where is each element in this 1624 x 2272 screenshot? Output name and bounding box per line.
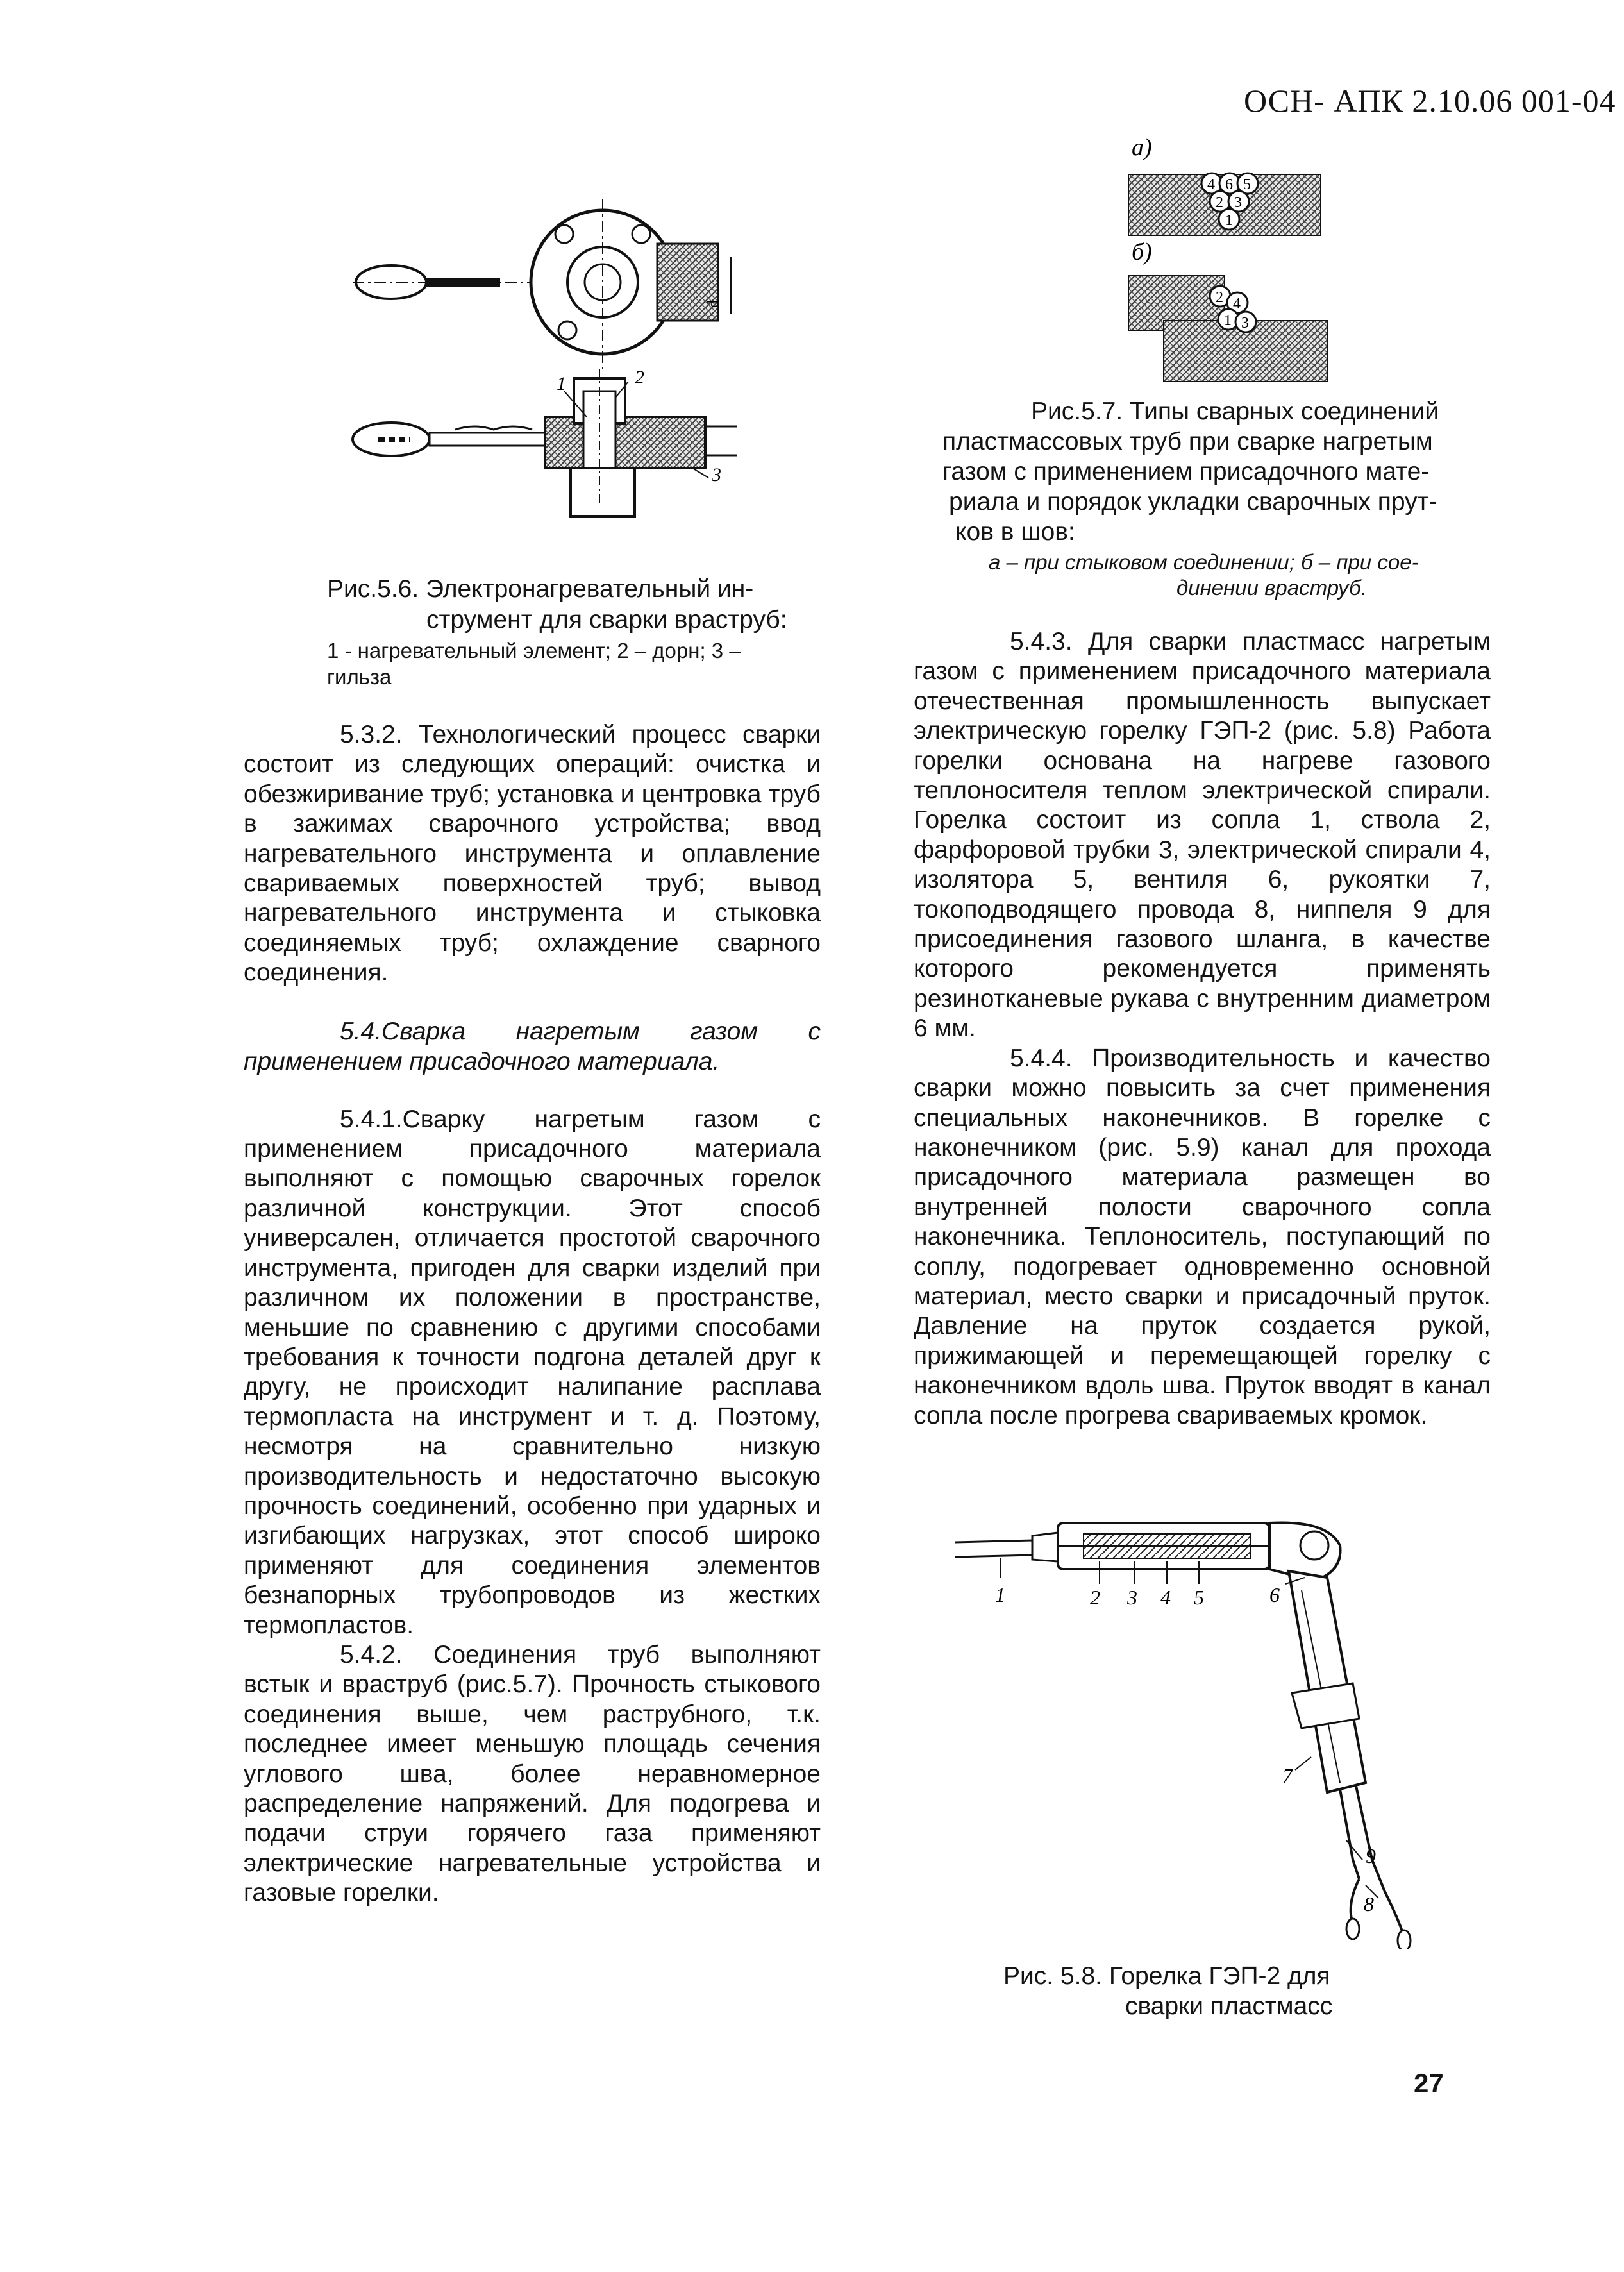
- fig-5-7-caption-line: ков в шов:: [955, 518, 1075, 546]
- fig-5-7-label-b: б): [1132, 239, 1152, 265]
- svg-text:d: d: [705, 300, 722, 308]
- fig-5-8-mark: 1: [995, 1583, 1005, 1606]
- fig-5-7-rod-number: 1: [1225, 212, 1233, 229]
- page-number: 27: [1414, 2068, 1444, 2098]
- fig-5-8-mark: 5: [1194, 1586, 1204, 1609]
- fig-5-8-mark: 4: [1160, 1586, 1171, 1609]
- fig-5-6-caption-line: струмент для сварки враструб:: [426, 606, 787, 634]
- paragraph-5-4-4: 5.4.4. Производительность и качество сварки можно повысить за счет применения специальных наконечников. В горелке с наконечником (рис. 5.9) канал для прохода присадочного материала размещен во внутренней полости сварочного сопла наконечника. Теплоноситель, поступающий по соплу, подогревает одновременно основной материал, место сварки и присадочный пруток. Давление на пруток создается рукой, прижимающей и перемещающей горелку с наконечником вдоль шва. Пруток вводят в канал сопла после прогрева свариваемых кромок.: [914, 1044, 1491, 1429]
- fig-5-8-mark: 8: [1364, 1892, 1374, 1915]
- fig-5-7-rod-number: 5: [1243, 176, 1251, 193]
- fig-5-8-mark: 3: [1127, 1586, 1137, 1609]
- fig-5-7-legend-line: а – при стыковом соединении; б – при сое-: [989, 550, 1419, 574]
- fig-5-7-rod-number: 6: [1225, 176, 1233, 193]
- paragraph-5-4-3: 5.4.3. Для сварки пластмасс нагретым газом с применением присадочного материала отечественная промышленность выпускает электрическую горелку ГЭП-2 (рис. 5.8) Работа горелки основана на нагреве газового теплоносителя теплом электрической спирали. Горелка состоит из сопла 1, ствола 2, фарфоровой трубки 3, электрической спирали 4, изолятора 5, вентиля 6, рукоятки 7, токоподводящего провода 8, ниппеля 9 для присоединения газового шланга, в качестве которого рекомендуется применять резинотканевые рукава с внутренним диаметром 6 мм.: [914, 628, 1491, 1043]
- fig-5-7-rod-number: 3: [1241, 315, 1249, 332]
- fig-5-7-drawing: [1116, 128, 1334, 398]
- fig-5-7-rod-number: 4: [1233, 296, 1241, 312]
- fig-5-8-mark: 7: [1282, 1764, 1293, 1787]
- fig-5-6-drawing: [333, 186, 769, 519]
- fig-5-6-legend-line: 1 - нагревательный элемент; 2 – дорн; 3 –: [327, 639, 741, 662]
- fig-5-6-caption-line: Рис.5.6. Электронагревательный ин-: [327, 575, 754, 603]
- fig-5-7-caption-line: газом с применением присадочного мате-: [942, 458, 1430, 485]
- fig-5-7-rod-number: 2: [1216, 194, 1223, 211]
- fig-5-7-caption-line: пластмассовых труб при сварке нагретым: [942, 428, 1433, 455]
- paragraph-5-4-1: 5.4.1.Сварку нагретым газом с применением присадочного материала выполняют с помощью сварочных горелок различной конструкции. Этот способ универсален, отличается простотой сварочного инструмента, пригоден для сварки изделий при различном их положении в пространстве, меньшие по сравнению с другими способами требования к точности подгона деталей друг к другу, не происходит налипание расплава термопласта на инструмент и т. д. Поэтому, несмотря на сравнительно низкую производительность и недостаточно высокую прочность соединений, особенно при ударных и изгибающих нагрузках, этот способ широко применяют для соединения элементов безнапорных трубопроводов из жестких термопластов.: [244, 1105, 821, 1639]
- document-code: ОСН- АПК 2.10.06 001-04: [1244, 83, 1616, 119]
- fig-5-6-legend-line: гильза: [327, 665, 392, 689]
- fig-5-7-rod-number: 4: [1207, 176, 1215, 193]
- left-column: [244, 720, 821, 1908]
- fig-5-8-drawing: [955, 1501, 1417, 1949]
- fig-5-7-caption-line: Рис.5.7. Типы сварных соединений: [1031, 398, 1439, 425]
- fig-5-7-rod-number: 3: [1234, 194, 1242, 211]
- fig-5-8-mark: 9: [1366, 1844, 1376, 1867]
- right-column: [914, 627, 1491, 1431]
- fig-5-8-caption-line: Рис. 5.8. Горелка ГЭП-2 для: [1003, 1962, 1330, 1990]
- fig-5-6-mark: 2: [635, 367, 644, 388]
- fig-5-6-mark: 3: [712, 464, 721, 485]
- fig-5-7-legend-line: динении враструб.: [1176, 576, 1367, 600]
- paragraph-5-3-2: 5.3.2. Технологический процесс сварки состоит из следующих операций: очистка и обезжиривание труб; установка и центровка труб в зажимах сварочного устройства; ввод нагревательного инструмента и оплавление свариваемых поверхностей труб; вывод нагревательного инструмента и стыковка соединяемых труб; охлаждение сварного соединения.: [244, 721, 821, 987]
- paragraph-5-4-2: 5.4.2. Соединения труб выполняют встык и враструб (рис.5.7). Прочность стыкового соединения выше, чем раструбного, т.к. последнее имеет меньшую площадь сечения углового шва, более неравномерное распределение напряжений. Для подогрева и подачи струи горячего газа применяют электрические нагревательные устройства и газовые горелки.: [244, 1640, 821, 1907]
- section-heading-5-4: 5.4.Сварка нагретым газом с применением присадочного материала.: [244, 1017, 821, 1075]
- fig-5-8-mark: 2: [1090, 1586, 1100, 1609]
- fig-5-8-mark: 6: [1269, 1583, 1280, 1606]
- fig-5-6-mark: 1: [557, 373, 566, 394]
- fig-5-7-rod-number: 1: [1224, 312, 1232, 329]
- fig-5-8-caption-line: сварки пластмасс: [1125, 1992, 1333, 2020]
- fig-5-7-caption-line: риала и порядок укладки сварочных прут-: [949, 488, 1437, 516]
- fig-5-7-label-a: а): [1132, 134, 1152, 161]
- fig-5-7-rod-number: 2: [1216, 289, 1223, 306]
